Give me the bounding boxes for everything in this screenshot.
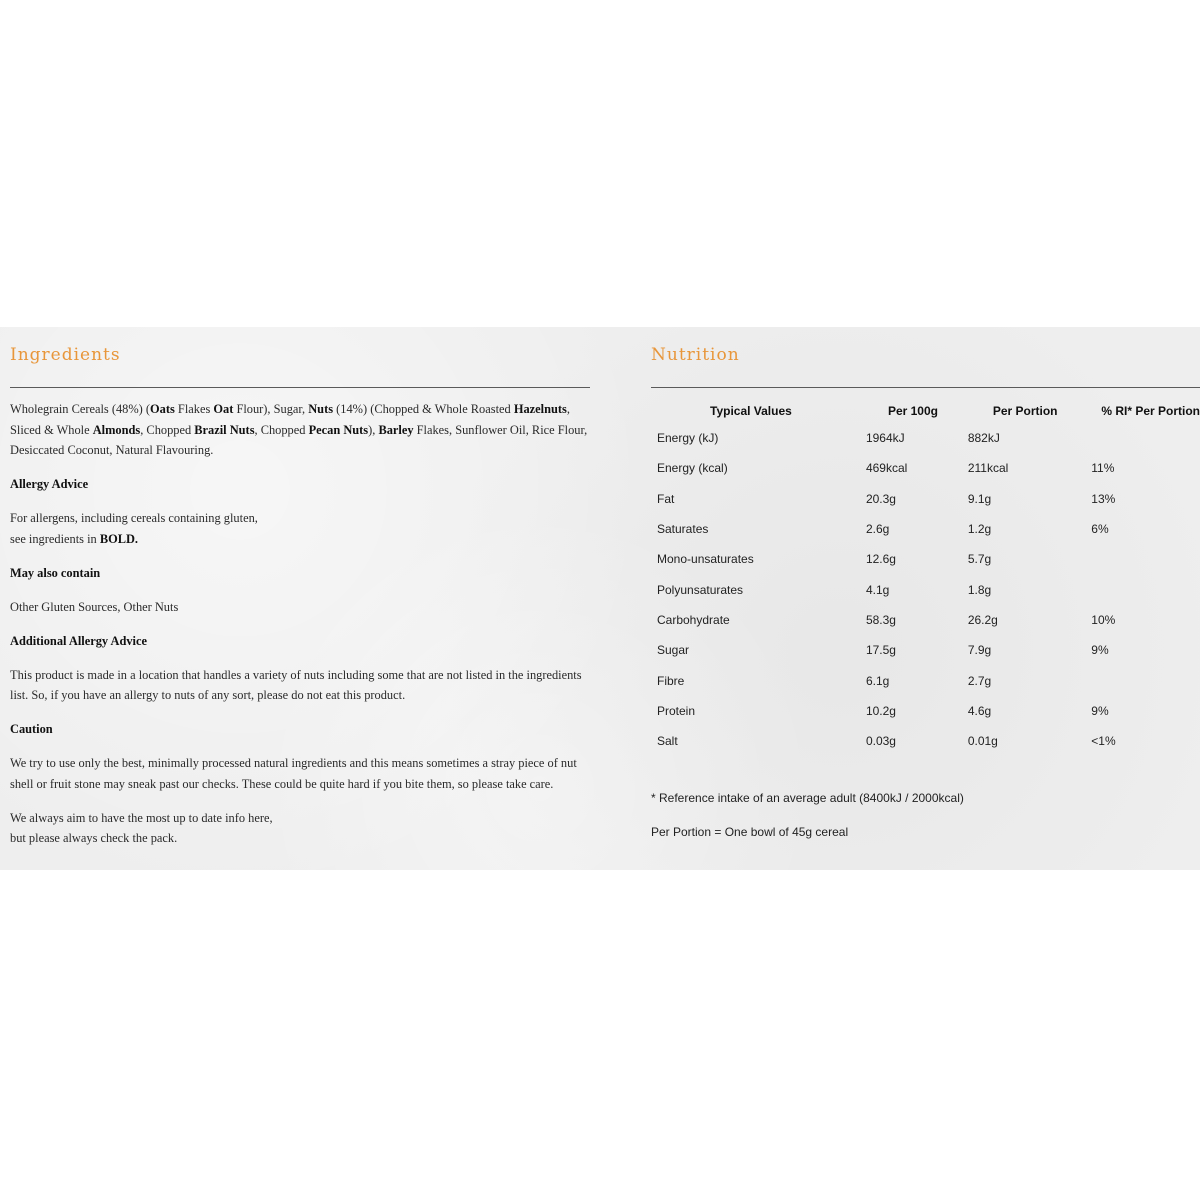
nutrition-row	[651, 635, 1200, 665]
ri-percent-value: 13%	[1091, 491, 1116, 506]
per-portion-value: 7.9g	[967, 643, 992, 658]
allergen-ingredient: Oat	[213, 402, 234, 416]
ri-percent-value	[1091, 574, 1200, 604]
ingredient-text: ),	[368, 422, 379, 437]
ingredient-text: Flour), Sugar,	[233, 402, 309, 416]
allergy-advice-title: Allergy Advice	[10, 477, 89, 491]
per-100g-value: 12.6g	[865, 552, 896, 567]
per-portion-value: 882kJ	[967, 431, 1000, 446]
ingredient-text: (14%) (Chopped & Whole Roasted	[333, 402, 514, 416]
nutrient-name: Carbohydrate	[657, 612, 730, 627]
nutrition-divider	[651, 387, 1200, 388]
per-portion-value: 4.6g	[967, 703, 992, 718]
ri-percent-value	[1091, 665, 1200, 695]
info-footer-line-2: but please always check the pack.	[10, 831, 178, 845]
per-100g-value: 469kcal	[865, 461, 908, 476]
nutrition-row	[651, 423, 1200, 453]
nutrition-notes	[651, 791, 964, 859]
nutrition-row	[651, 453, 1200, 483]
ingredient-text: Flakes, Sunflower Oil, Rice Flour, Desiccated Coconut, Natural Flavouring.	[10, 422, 588, 457]
nutrient-name: Mono-unsaturates	[657, 552, 754, 567]
ri-percent-value: 10%	[1091, 612, 1116, 627]
header-per-100g: Per 100g	[887, 404, 938, 418]
per-100g-value: 2.6g	[865, 522, 890, 537]
nutrient-name: Energy (kcal)	[657, 461, 728, 476]
allergy-advice-text	[10, 508, 590, 549]
nutrition-row	[651, 514, 1200, 544]
allergen-ingredient: Oats	[150, 402, 175, 416]
nutrient-name: Polyunsaturates	[657, 582, 744, 597]
per-100g-value: 6.1g	[865, 673, 890, 688]
ingredient-text: Flakes	[174, 402, 214, 416]
caution-title: Caution	[10, 722, 53, 736]
may-contain-text: Other Gluten Sources, Other Nuts	[10, 599, 179, 614]
allergy-bold-word: BOLD.	[99, 531, 139, 546]
per-100g-value: 20.3g	[865, 491, 896, 506]
ri-percent-value: 11%	[1091, 461, 1115, 476]
ri-percent-value: 9%	[1091, 643, 1109, 658]
ingredients-heading: Ingredients	[10, 345, 121, 365]
ingredients-divider	[10, 387, 590, 388]
may-contain-title: May also contain	[10, 565, 101, 580]
ri-percent-value: 6%	[1091, 522, 1109, 537]
nutrient-name: Sugar	[657, 643, 690, 658]
ingredients-list	[10, 399, 590, 461]
per-100g-value: 17.5g	[865, 643, 896, 658]
allergen-ingredient: Barley	[378, 422, 414, 437]
per-portion-value: 26.2g	[967, 612, 998, 627]
ri-percent-value: <1%	[1091, 734, 1116, 749]
allergy-advice-line-1: For allergens, including cereals containing gluten,	[10, 511, 258, 525]
nutrient-name: Fibre	[657, 673, 685, 688]
nutrient-name: Salt	[657, 734, 678, 749]
info-footer	[10, 808, 590, 849]
nutrition-row	[651, 544, 1200, 574]
per-100g-value: 10.2g	[865, 703, 896, 718]
nutrition-row	[651, 574, 1200, 604]
per-portion-value: 1.2g	[967, 522, 992, 537]
allergen-ingredient: Pecan Nuts	[308, 422, 369, 437]
header-per-portion: Per Portion	[992, 404, 1058, 418]
per-portion-value: 9.1g	[967, 491, 992, 506]
nutrient-name: Energy (kJ)	[657, 431, 719, 446]
per-portion-value: 211kcal	[967, 461, 1009, 476]
nutrition-row	[651, 696, 1200, 726]
per-portion-value: 0.01g	[967, 734, 998, 749]
nutrition-row	[651, 665, 1200, 695]
nutrition-row	[651, 605, 1200, 635]
portion-note: Per Portion = One bowl of 45g cereal	[651, 825, 849, 839]
per-portion-value: 2.7g	[967, 673, 992, 688]
allergy-advice-line-2: see ingredients in	[10, 531, 100, 546]
reference-intake-note: * Reference intake of an average adult (8400kJ / 2000kcal)	[651, 791, 964, 805]
product-info-panel	[0, 327, 1200, 870]
ingredients-section	[10, 399, 590, 862]
nutrition-header-row	[651, 399, 1200, 423]
ri-percent-value: 9%	[1091, 703, 1109, 718]
nutrition-heading: Nutrition	[651, 345, 740, 365]
allergen-ingredient: Nuts	[308, 402, 334, 416]
ri-percent-value	[1091, 423, 1200, 453]
ingredient-text: Wholegrain Cereals (48%) (	[10, 402, 151, 416]
per-portion-value: 1.8g	[967, 582, 992, 597]
per-portion-value: 5.7g	[967, 552, 992, 567]
header-ri-per-portion: % RI* Per Portion	[1101, 404, 1200, 418]
nutrition-table	[651, 399, 1200, 756]
nutrient-name: Saturates	[657, 522, 709, 537]
per-100g-value: 58.3g	[865, 612, 896, 627]
caution-text: We try to use only the best, minimally processed natural ingredients and this means sometimes a stray piece of nut shell or fruit stone may sneak past our checks. These could be quite hard if you bite them, so please take care.	[10, 756, 577, 791]
ingredient-text: , Sliced & Whole	[10, 402, 570, 437]
header-typical-values: Typical Values	[710, 404, 792, 418]
ingredient-text: , Chopped	[140, 422, 195, 437]
nutrient-name: Protein	[657, 703, 696, 718]
info-footer-line-1: We always aim to have the most up to date info here,	[10, 810, 273, 825]
nutrition-row	[651, 484, 1200, 514]
additional-allergy-text: This product is made in a location that handles a variety of nuts including some that are not listed in the ingredients list. So, if you have an allergy to nuts of any sort, please do not eat this product.	[10, 667, 582, 702]
nutrient-name: Fat	[657, 491, 675, 506]
allergen-ingredient: Hazelnuts	[513, 402, 567, 416]
allergen-ingredient: Almonds	[92, 422, 141, 437]
per-100g-value: 4.1g	[865, 582, 890, 597]
per-100g-value: 0.03g	[865, 734, 896, 749]
additional-allergy-title: Additional Allergy Advice	[10, 633, 147, 648]
ri-percent-value	[1091, 544, 1200, 574]
nutrition-row	[651, 726, 1200, 756]
ingredient-text: , Chopped	[254, 422, 309, 437]
allergen-ingredient: Brazil Nuts	[194, 422, 255, 437]
per-100g-value: 1964kJ	[865, 431, 905, 446]
